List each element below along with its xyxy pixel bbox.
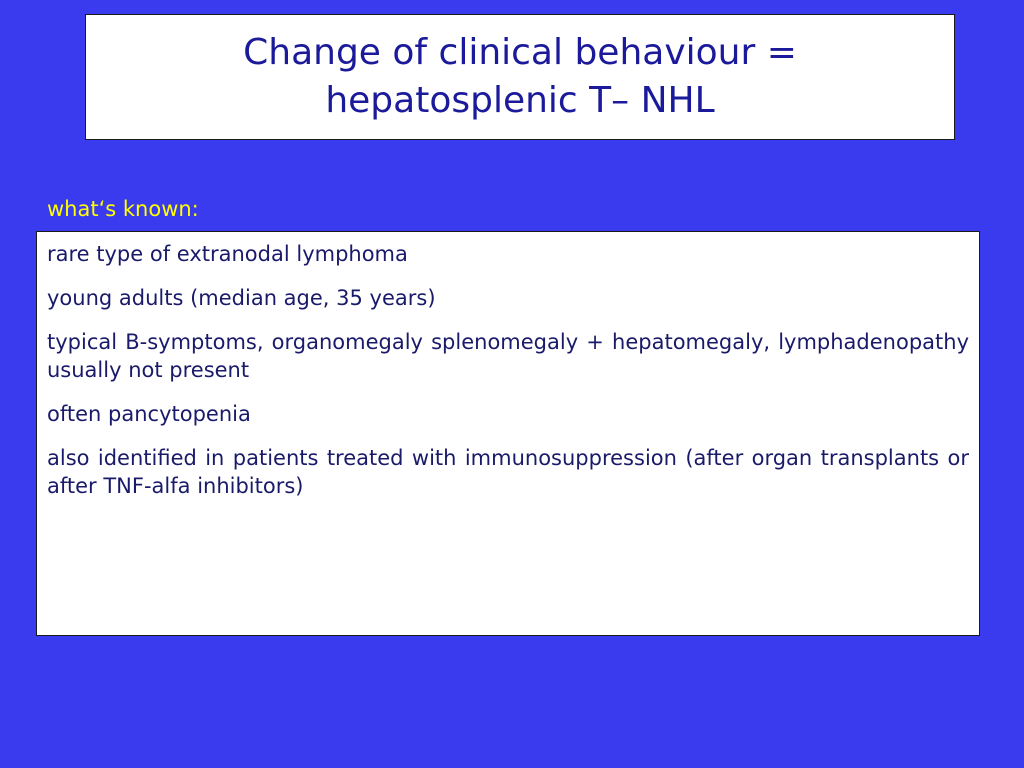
slide-title-box — [85, 14, 955, 140]
bullet-item: young adults (median age, 35 years) — [47, 286, 436, 310]
slide-title-line-1: Change of clinical behaviour = — [243, 32, 797, 73]
bullet-item: rare type of extranodal lymphoma — [47, 242, 408, 266]
content-box — [36, 231, 980, 636]
bullet-item: often pancytopenia — [47, 402, 251, 426]
bullet-item: also identified in patients treated with immunosuppression (after organ transplants or after TNF-alfa inhibitors) — [47, 446, 969, 498]
slide-title-line-2: hepatosplenic T– NHL — [325, 80, 715, 121]
bullet-item: typical B-symptoms, organomegaly splenomegaly + hepatomegaly, lymphadenopathy usually not present — [47, 330, 969, 382]
section-subheading: what‘s known: — [47, 197, 199, 221]
